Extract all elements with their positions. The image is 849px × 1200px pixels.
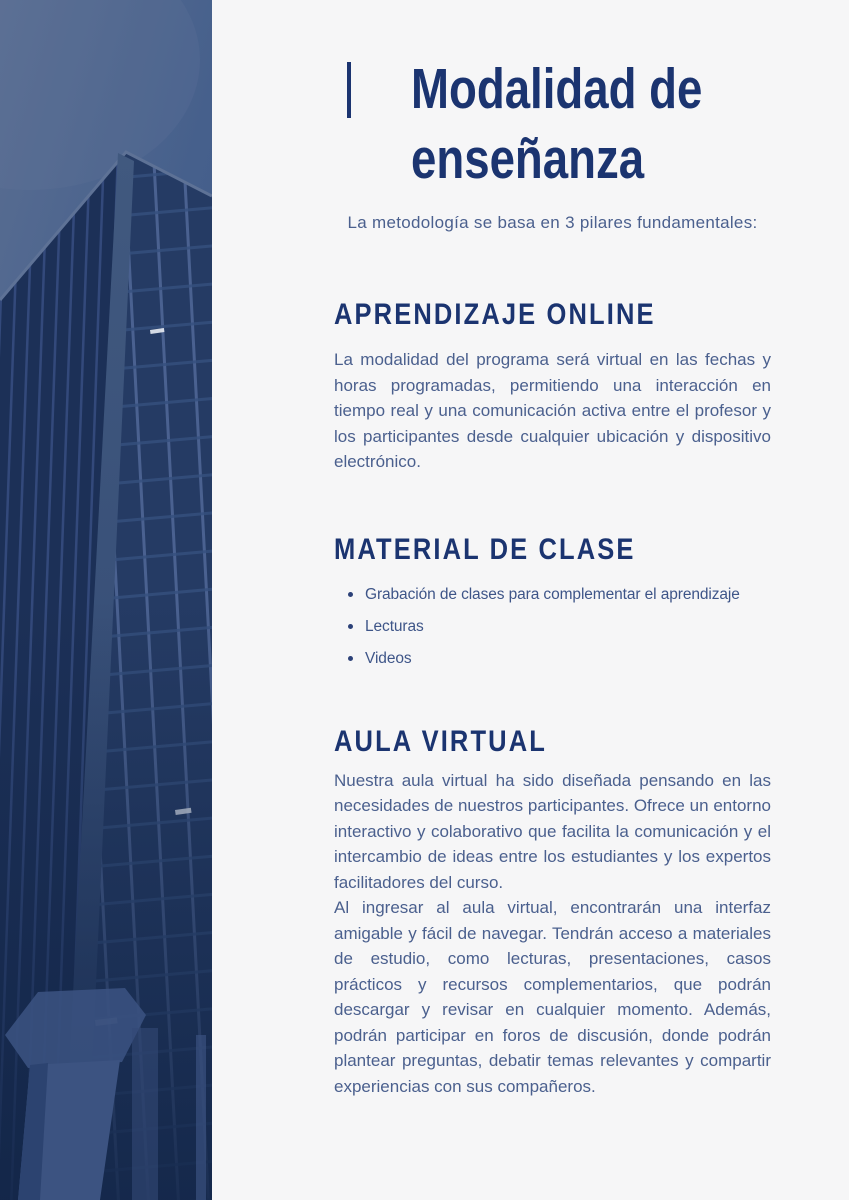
section-heading-material-de-clase: MATERIAL DE CLASE	[334, 532, 636, 566]
list-item-label: Grabación de clases para complementar el aprendizaje	[365, 585, 740, 603]
page-title-line2: enseñanza	[411, 127, 645, 191]
title-block	[334, 54, 771, 194]
title-accent-bar	[347, 62, 351, 118]
bullet-icon	[348, 592, 353, 597]
bullet-list	[334, 583, 771, 670]
page-title	[411, 54, 702, 194]
page-title-line1: Modalidad de	[411, 57, 703, 121]
section-heading-aprendizaje-online: APRENDIZAJE ONLINE	[334, 298, 656, 331]
paragraph-aula-virtual-2: Al ingresar al aula virtual, encontrarán una interfaz amigable y fácil de navegar. Tendrán acceso a materiales de estudio, como lecturas, presentaciones, casos prácticos y recursos complementarios, que podrán descargar y revisar en cualquier momento. Además, podrán participar en foros de discusión, donde podrán plantear preguntas, debatir temas relevantes y compartir experiencias con sus compañeros.	[334, 898, 771, 1096]
building-photo	[0, 0, 212, 1200]
paragraph-aprendizaje-online: La modalidad del programa será virtual en las fechas y horas programadas, permitiendo una interacción en tiempo real y una comunicación activa entre el profesor y los participantes desde cualquier ubicación y dispositivo electrónico.	[334, 350, 771, 471]
list-item-label: Videos	[365, 649, 412, 667]
list-item	[348, 583, 771, 606]
bullet-icon	[348, 656, 353, 661]
building-illustration	[0, 0, 212, 1200]
list-item-label: Lecturas	[365, 617, 424, 635]
section-heading-aula-virtual: AULA VIRTUAL	[334, 724, 547, 758]
bullet-icon	[348, 624, 353, 629]
subtitle: La metodología se basa en 3 pilares fundamentales:	[347, 213, 758, 232]
list-item	[348, 647, 771, 670]
list-item	[348, 615, 771, 638]
paragraph-aula-virtual-1: Nuestra aula virtual ha sido diseñada pensando en las necesidades de nuestros participantes. Ofrece un entorno interactivo y colaborativo que facilita la comunicación y el intercambio de ideas entre los estudiantes y los expertos facilitadores del curso.	[334, 770, 771, 892]
content-column	[334, 0, 771, 1099]
